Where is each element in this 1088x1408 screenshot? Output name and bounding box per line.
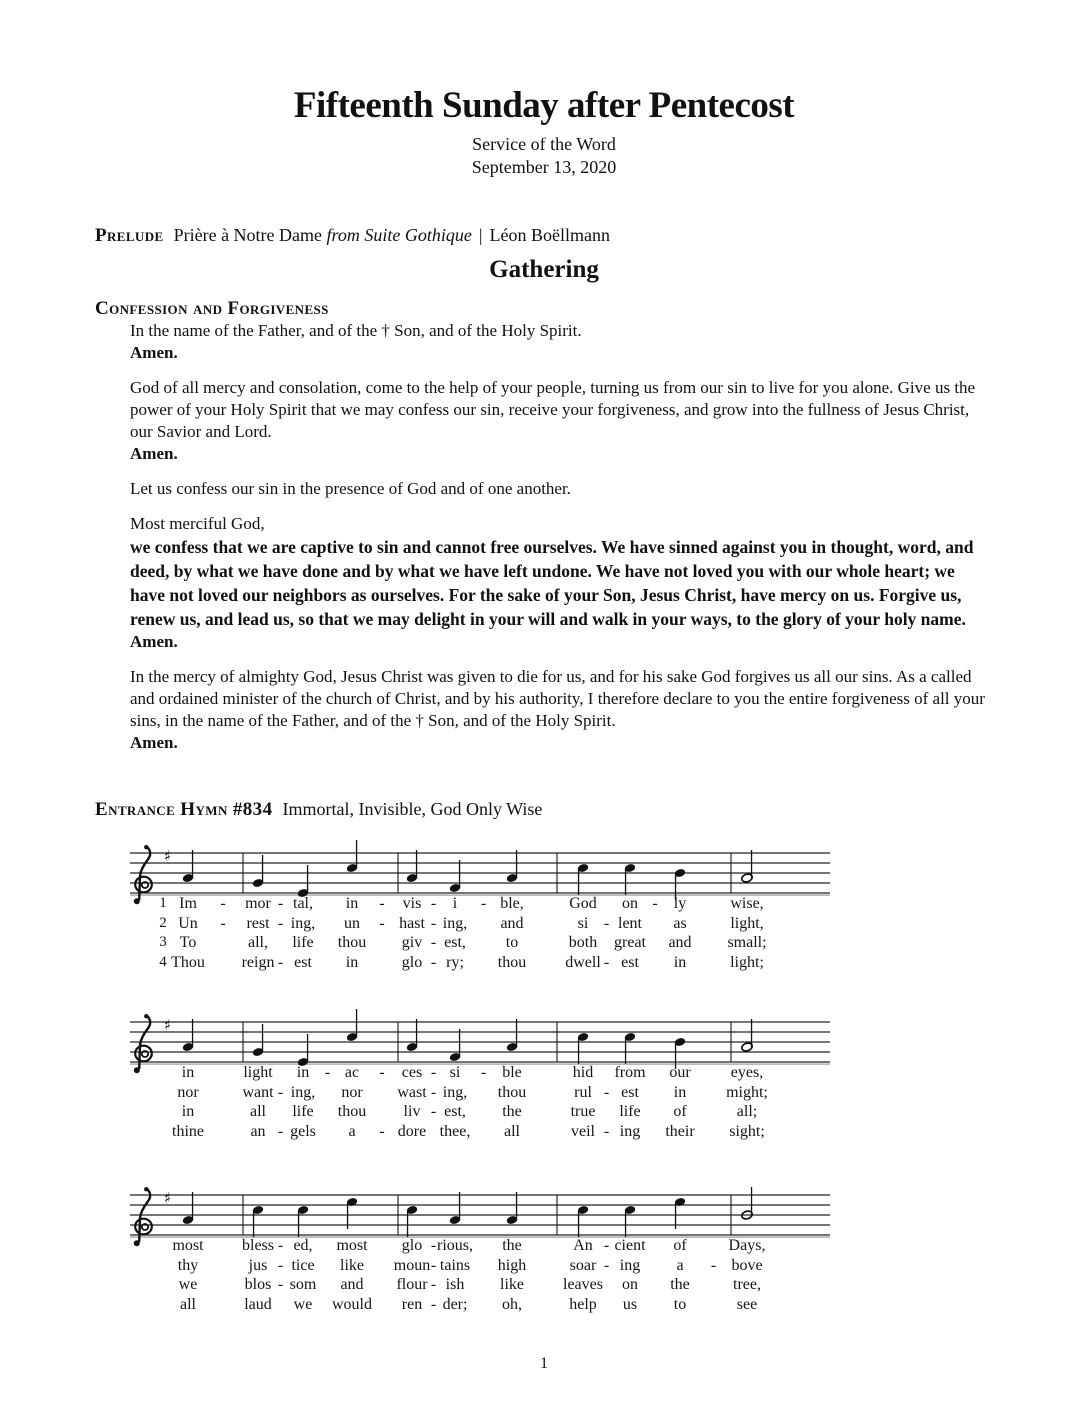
lyric-syllable: sight; — [729, 1122, 765, 1140]
lyric-syllable: of — [673, 1103, 687, 1120]
lyric-syllable: God — [569, 895, 597, 912]
lyric-syllable: ry; — [446, 953, 464, 971]
lyric-syllable: est — [621, 953, 639, 971]
lyric-syllable: mor — [245, 895, 271, 912]
lyric-syllable: laud — [244, 1295, 272, 1313]
lyric-syllable: life — [292, 1103, 314, 1120]
lyric-syllable: dore — [397, 1122, 427, 1140]
lyric-syllable: their — [665, 1122, 695, 1140]
lyric-syllable: ble — [502, 1064, 522, 1081]
lyric-syllable: from — [614, 1064, 646, 1081]
prelude-piece-source: from Suite Gothique — [326, 225, 472, 245]
lyric-syllable: - — [277, 1276, 284, 1293]
lyric-syllable: - — [430, 1103, 437, 1120]
lyric-syllable: eyes, — [730, 1064, 764, 1081]
lyric-syllable: in — [345, 895, 359, 912]
lyric-syllable: - — [324, 1064, 331, 1081]
lyric-syllable: ing, — [442, 914, 468, 932]
leader-line: Let us confess our sin in the presence of God and of one another. — [130, 479, 571, 498]
lyric-syllable: An — [573, 1237, 593, 1254]
music-staff-system-3 — [125, 1185, 865, 1320]
lyric-syllable: - — [603, 1237, 610, 1254]
lyric-syllable: cient — [614, 1237, 646, 1254]
lyric-syllable: reign — [241, 953, 275, 971]
lyric-syllable: wise, — [730, 895, 764, 912]
hymn-lyrics — [125, 1012, 865, 1147]
music-staff-system-1 — [125, 843, 865, 978]
prelude-separator: | — [478, 225, 483, 245]
lyric-syllable: both — [568, 934, 598, 951]
lyric-syllable: liv — [403, 1103, 421, 1120]
lyric-syllable: life — [619, 1103, 641, 1120]
lyric-syllable: Days, — [728, 1237, 766, 1254]
lyric-syllable: all — [250, 1103, 266, 1120]
lyric-syllable: - — [430, 934, 437, 951]
lyric-syllable: ish — [445, 1276, 465, 1293]
lyric-syllable: the — [502, 1103, 522, 1120]
lyric-syllable: nor — [341, 1083, 363, 1101]
lyric-syllable: veil — [571, 1122, 595, 1140]
lyric-syllable: ing, — [290, 1083, 316, 1101]
lyric-syllable: help — [569, 1295, 597, 1313]
lyric-syllable: in — [296, 1064, 310, 1081]
service-type: Service of the Word — [472, 134, 616, 154]
lyric-syllable: - — [603, 1122, 610, 1140]
lyric-syllable: - — [603, 1083, 610, 1101]
lyric-syllable: si — [577, 914, 589, 932]
lyric-syllable: thou — [497, 1083, 527, 1101]
lyric-syllable: - — [379, 895, 385, 912]
prelude-line — [95, 225, 610, 247]
lyric-syllable: - — [277, 1083, 284, 1101]
lyric-syllable: and — [500, 914, 524, 932]
liturgy-block — [130, 478, 988, 500]
lyric-syllable: - — [220, 895, 226, 912]
lyric-syllable: tal, — [293, 895, 313, 912]
lyric-syllable: us — [622, 1295, 638, 1313]
lyric-syllable: - — [603, 953, 610, 971]
lyric-syllable: nor — [177, 1083, 199, 1101]
lyric-syllable: Thou — [171, 953, 205, 971]
lyric-syllable: like — [500, 1276, 524, 1293]
response-line: Amen. — [130, 343, 178, 362]
lyric-syllable: in — [181, 1103, 195, 1120]
lyric-syllable: high — [497, 1256, 527, 1274]
page-title: Fifteenth Sunday after Pentecost — [293, 85, 795, 126]
lyric-syllable: light, — [730, 914, 764, 932]
lyric-syllable: see — [736, 1295, 758, 1313]
lyric-syllable: un — [344, 914, 360, 932]
leader-line: In the mercy of almighty God, Jesus Christ was given to die for us, and for his sake God forgives us all our sins. As a called and ordained minister of the church of Christ, and by his authority, I therefore declare to you the entire forgiveness of all your sins, in the name of the Father, and of the † Son, and of the Holy Spirit. — [130, 667, 985, 730]
lyric-syllable: true — [570, 1103, 596, 1120]
verse-number: 4 — [159, 953, 167, 970]
lyric-syllable: - — [277, 895, 284, 912]
lyric-syllable: - — [652, 895, 658, 912]
response-line: Amen. — [130, 444, 178, 463]
lyric-syllable: - — [277, 1122, 284, 1140]
lyric-syllable: in — [345, 953, 359, 971]
lyric-syllable: all — [180, 1295, 196, 1313]
lyric-syllable: - — [710, 1256, 717, 1274]
lyric-syllable: flour — [396, 1276, 428, 1293]
lyric-syllable: leaves — [563, 1276, 603, 1293]
lyric-syllable: - — [379, 1064, 385, 1081]
lyric-syllable: ed, — [293, 1237, 313, 1254]
lyric-syllable: the — [670, 1276, 690, 1293]
lyric-syllable: rul — [574, 1083, 592, 1101]
sharp-icon: ♯ — [164, 1189, 172, 1207]
lyric-syllable: on — [622, 1276, 638, 1293]
sharp-icon: ♯ — [164, 1016, 172, 1034]
lyric-syllable: giv — [401, 934, 423, 951]
lyric-syllable: in — [673, 953, 687, 971]
lyric-syllable: ing, — [442, 1083, 468, 1101]
lyric-syllable: est, — [444, 1103, 466, 1120]
prelude-composer: Léon Boëllmann — [489, 225, 610, 245]
service-date: September 13, 2020 — [471, 157, 617, 177]
confession-response-block: we confess that we are captive to sin and cannot free ourselves. We have sinned against you in thought, word, and deed, by what we have done and by what we have left undone. We have not loved you with our whole heart; we have not loved our neighbors as ourselves. For the sake of your Son, Jesus Christ, have mercy on us. Forgive us, renew us, and lead us, so that we may delight in your will and walk in your ways, to the glory of your holy name. — [130, 537, 974, 629]
lyric-syllable: ren — [401, 1295, 423, 1313]
lyric-syllable: in — [673, 1083, 687, 1101]
lyric-syllable: in — [181, 1064, 195, 1081]
lyric-syllable: and — [668, 934, 692, 951]
liturgy-block — [130, 666, 988, 754]
lyric-syllable: est, — [444, 934, 466, 951]
lyric-syllable: an — [250, 1122, 266, 1140]
lyric-syllable: - — [430, 1237, 437, 1254]
response-line: Amen. — [130, 632, 178, 651]
lyric-syllable: rest — [246, 914, 270, 932]
lyric-syllable: would — [332, 1295, 372, 1313]
lyric-syllable: moun — [393, 1256, 431, 1274]
liturgy-block — [130, 377, 988, 465]
lyric-syllable: thou — [337, 934, 367, 951]
entrance-hymn-title: Immortal, Invisible, God Only Wise — [282, 799, 543, 819]
entrance-hymn-label: Entrance Hymn #834 — [95, 799, 273, 820]
lyric-syllable: dwell — [565, 953, 601, 971]
leader-line: God of all mercy and consolation, come to the help of your people, turning us from our sin to live for you alone. Give us the power of your Holy Spirit that we may confess our sin, receive your forgiveness, and grow into the fullness of Jesus Christ, our Savior and Lord. — [130, 378, 976, 441]
lyric-syllable: small; — [727, 934, 767, 951]
lyric-syllable: want — [242, 1083, 274, 1101]
lyric-syllable: light; — [730, 953, 764, 971]
hymn-lyrics — [125, 1185, 865, 1320]
lyric-syllable: ac — [344, 1064, 360, 1081]
lyric-syllable: - — [379, 914, 385, 932]
lyric-syllable: Un — [178, 914, 198, 932]
leader-line: In the name of the Father, and of the † Son, and of the Holy Spirit. — [130, 321, 582, 340]
lyric-syllable: hast — [399, 914, 425, 932]
lyric-syllable: thine — [172, 1122, 204, 1140]
lyric-syllable: of — [673, 1237, 687, 1254]
sharp-icon: ♯ — [164, 847, 172, 865]
lyric-syllable: vis — [402, 895, 422, 912]
prelude-piece: Prière à Notre Dame — [173, 225, 323, 245]
lyric-syllable: blos — [244, 1276, 272, 1293]
lyric-syllable: - — [277, 953, 284, 971]
lyric-syllable: der; — [442, 1295, 468, 1313]
lyric-syllable: i — [452, 895, 458, 912]
verse-number: 3 — [159, 934, 167, 950]
lyric-syllable: ces — [401, 1064, 423, 1081]
lyric-syllable: - — [430, 1083, 437, 1101]
lyric-syllable: all; — [736, 1103, 758, 1120]
verse-number: 2 — [159, 914, 167, 931]
lyric-syllable: light — [243, 1064, 273, 1081]
lyric-syllable: on — [622, 895, 638, 912]
lyric-syllable: - — [379, 1122, 385, 1140]
lyric-syllable: som — [289, 1276, 317, 1293]
lyric-syllable: est — [621, 1083, 639, 1101]
lyric-syllable: glo — [401, 1237, 423, 1254]
verse-number: 1 — [159, 895, 167, 911]
lyric-syllable: a — [676, 1256, 684, 1274]
lyric-syllable: we — [293, 1295, 313, 1313]
lyric-syllable: like — [340, 1256, 364, 1274]
lyric-syllable: - — [430, 1256, 437, 1274]
page-number: 1 — [540, 1355, 548, 1372]
lyric-syllable: - — [480, 1064, 487, 1081]
lyric-syllable: thou — [497, 953, 527, 971]
lyric-syllable: - — [603, 914, 610, 932]
lyric-syllable: as — [673, 914, 687, 932]
lyric-syllable: tree, — [733, 1276, 761, 1293]
lyric-syllable: - — [430, 1064, 437, 1081]
gathering-heading: Gathering — [489, 256, 599, 283]
lyric-syllable: soar — [569, 1256, 597, 1274]
lyric-syllable: to — [505, 934, 519, 951]
lyric-syllable: - — [430, 1295, 437, 1313]
lyric-syllable: ing — [619, 1122, 641, 1140]
liturgy-block — [130, 513, 988, 653]
lyric-syllable: - — [480, 895, 487, 912]
lyric-syllable: - — [430, 914, 437, 932]
lyric-syllable: si — [449, 1064, 461, 1081]
music-staff-system-2 — [125, 1012, 865, 1147]
lyric-syllable: ly — [673, 895, 687, 912]
lyric-syllable: tice — [291, 1256, 315, 1274]
lyric-syllable: and — [340, 1276, 364, 1293]
lyric-syllable: ble, — [500, 895, 524, 912]
lyric-syllable: - — [220, 914, 226, 932]
confession-heading: Confession and Forgiveness — [95, 298, 329, 319]
lyric-syllable: tains — [439, 1256, 471, 1274]
response-line: Amen. — [130, 733, 178, 752]
lyric-syllable: - — [277, 914, 284, 932]
lyric-syllable: life — [292, 934, 314, 951]
lyric-syllable: all, — [248, 934, 268, 951]
lyric-syllable: thy — [177, 1256, 199, 1274]
lyric-syllable: - — [430, 895, 437, 912]
hymn-lyrics — [125, 843, 865, 978]
lyric-syllable: bove — [731, 1256, 763, 1274]
lyric-syllable: glo — [401, 953, 423, 971]
lyric-syllable: - — [603, 1256, 610, 1274]
lyric-syllable: ing, — [290, 914, 316, 932]
lyric-syllable: to — [673, 1295, 687, 1313]
lyric-syllable: gels — [290, 1122, 316, 1140]
leader-line: Most merciful God, — [130, 514, 265, 533]
lyric-syllable: thee, — [439, 1122, 471, 1140]
prelude-label: Prelude — [95, 225, 164, 246]
lyric-syllable: a — [348, 1122, 356, 1140]
lyric-syllable: wast — [397, 1083, 427, 1101]
lyric-syllable: - — [277, 1256, 284, 1274]
lyric-syllable: To — [179, 934, 197, 951]
lyric-syllable: our — [669, 1064, 691, 1081]
liturgy-text — [130, 320, 988, 767]
lyric-syllable: all — [504, 1122, 520, 1140]
lyric-syllable: most — [172, 1237, 204, 1254]
liturgy-block — [130, 320, 988, 364]
lyric-syllable: Im — [179, 895, 197, 912]
lyric-syllable: ing — [619, 1256, 641, 1274]
lyric-syllable: - — [430, 953, 437, 971]
lyric-syllable: - — [277, 1237, 284, 1254]
lyric-syllable: thou — [337, 1103, 367, 1120]
lyric-syllable: est — [294, 953, 312, 971]
lyric-syllable: bless — [242, 1237, 274, 1254]
lyric-syllable: rious, — [437, 1237, 473, 1254]
lyric-syllable: oh, — [502, 1295, 522, 1313]
lyric-syllable: lent — [618, 914, 642, 932]
lyric-syllable: great — [614, 934, 646, 951]
lyric-syllable: might; — [726, 1083, 768, 1101]
lyric-syllable: the — [502, 1237, 522, 1254]
lyric-syllable: - — [430, 1276, 437, 1293]
lyric-syllable: jus — [248, 1256, 268, 1274]
lyric-syllable: most — [336, 1237, 368, 1254]
lyric-syllable: hid — [572, 1064, 594, 1081]
lyric-syllable: we — [178, 1276, 198, 1293]
entrance-hymn-line — [95, 799, 542, 821]
